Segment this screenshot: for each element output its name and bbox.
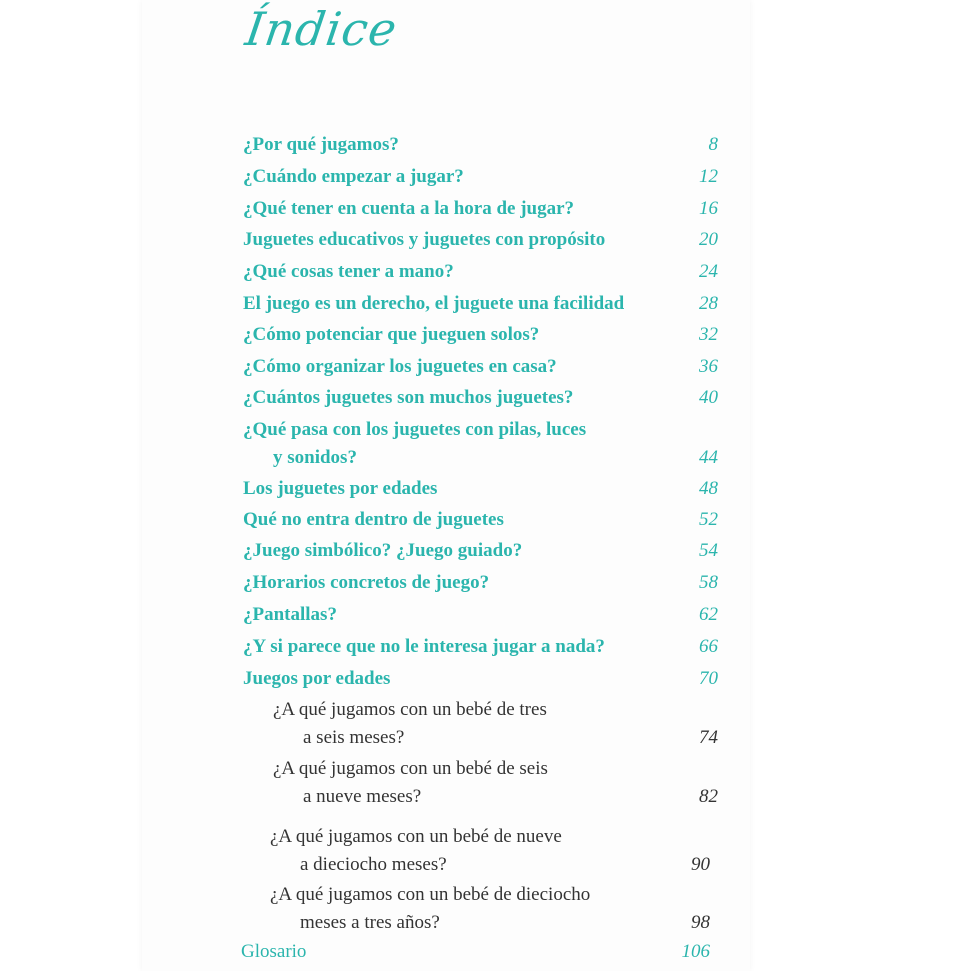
toc-entry[interactable] [243,572,718,600]
toc-entry-page: 54 [699,540,718,561]
toc-entry-title-continued: y sonidos? [273,447,357,468]
toc-entry-title: ¿Qué pasa con los juguetes con pilas, luces [243,419,587,440]
toc-entry[interactable] [243,478,718,506]
toc-entry-title: Juguetes educativos y juguetes con propósito [243,229,606,250]
toc-entry-title: ¿Horarios concretos de juego? [243,572,490,593]
toc-entry[interactable] [243,419,718,468]
toc-entry-page: 16 [699,198,718,219]
toc-entry-title: Los juguetes por edades [243,478,438,499]
toc-entry-title: ¿Cómo organizar los juguetes en casa? [243,356,557,377]
toc-entry-page: 70 [699,668,718,689]
toc-entry-page: 106 [681,941,710,962]
toc-entry-title: El juego es un derecho, el juguete una facilidad [243,293,625,314]
toc-entry-title: ¿Cuándo empezar a jugar? [243,166,464,187]
toc-entry-page: 40 [699,387,718,408]
toc-subentry-page: 82 [699,786,718,807]
toc-subentry-title: ¿A qué jugamos con un bebé de dieciocho [270,884,591,905]
toc-entry[interactable] [243,166,718,194]
toc-entry-title: ¿Pantallas? [243,604,337,625]
toc-entry-page: 44 [699,447,718,468]
toc-subentry-page: 74 [699,727,718,748]
toc-entry-page: 62 [699,604,718,625]
page-title: Índice [242,2,401,56]
toc-entry-page: 8 [708,134,718,155]
toc-entry[interactable] [241,941,710,969]
toc-entry[interactable] [243,356,718,384]
toc-entry-page: 66 [699,636,718,657]
toc-subentry-title: ¿A qué jugamos con un bebé de nueve [270,826,562,847]
toc-subentry-title: ¿A qué jugamos con un bebé de tres [273,699,547,720]
toc-entry-title: ¿Cómo potenciar que jueguen solos? [243,324,540,345]
toc-entry-page: 12 [699,166,718,187]
toc-entry[interactable] [243,509,718,537]
toc-entry-page: 36 [699,356,718,377]
toc-subentry-title: ¿A qué jugamos con un bebé de seis [273,758,548,779]
toc-subentry-page: 90 [691,854,710,875]
toc-entry[interactable] [243,293,718,321]
toc-entry[interactable] [243,668,718,696]
toc-entry[interactable] [243,261,718,289]
toc-subentry-title-continued: a seis meses? [303,727,405,748]
toc-entry-title: ¿Cuántos juguetes son muchos juguetes? [243,387,574,408]
toc-entry-page: 32 [699,324,718,345]
toc-subentry[interactable] [240,884,710,933]
toc-subentry-title-continued: a dieciocho meses? [300,854,447,875]
toc-entry-title: ¿Qué tener en cuenta a la hora de jugar? [243,198,575,219]
toc-subentry[interactable] [243,758,718,807]
toc-entry-page: 58 [699,572,718,593]
toc-entry-title: Juegos por edades [243,668,391,689]
toc-entry-title: Glosario [241,941,307,962]
toc-entry-page: 52 [699,509,718,530]
toc-entry-title: ¿Y si parece que no le interesa jugar a nada? [243,636,605,657]
toc-entry-page: 24 [699,261,718,282]
toc-entry-title: Qué no entra dentro de juguetes [243,509,504,530]
toc-subentry-title-continued: a nueve meses? [303,786,422,807]
toc-subentry-title-continued: meses a tres años? [300,912,440,933]
toc-entry-title: ¿Por qué jugamos? [243,134,399,155]
toc-subentry-page: 98 [691,912,710,933]
toc-subentry[interactable] [243,699,718,748]
toc-entry-page: 48 [699,478,718,499]
toc-entry[interactable] [243,134,718,162]
toc-entry[interactable] [243,324,718,352]
toc-entry[interactable] [243,198,718,226]
toc-entry[interactable] [243,604,718,632]
toc-entry-page: 20 [699,229,718,250]
toc-entry[interactable] [243,387,718,415]
toc-subentry[interactable] [240,826,710,875]
toc-entry-title: ¿Qué cosas tener a mano? [243,261,454,282]
toc-entry-title: ¿Juego simbólico? ¿Juego guiado? [243,540,523,561]
toc-entry[interactable] [243,540,718,568]
toc-entry[interactable] [243,229,718,257]
toc-entry-page: 28 [699,293,718,314]
toc-entry[interactable] [243,636,718,664]
